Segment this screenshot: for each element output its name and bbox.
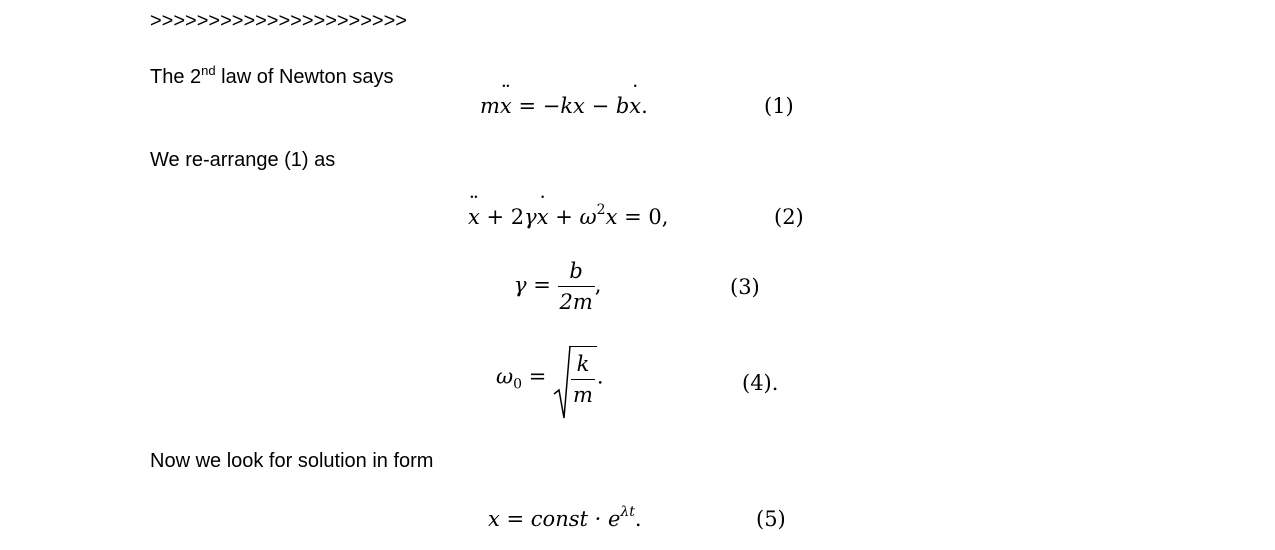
equation-4 — [496, 346, 604, 410]
rearrange-sentence: We re-arrange (1) as — [150, 149, 336, 171]
equation-2 — [468, 202, 669, 229]
eq1-equals: = − — [511, 94, 561, 118]
eq2-x: x — [605, 205, 618, 229]
eq5-exponent: λt — [620, 504, 635, 520]
eq4-numerator: k — [571, 349, 595, 380]
eq3-equals: = — [526, 273, 558, 297]
intro-text-before: The 2 — [150, 66, 202, 88]
intro-sentence — [150, 63, 394, 89]
eq2-square: 2 — [596, 202, 606, 218]
eq1-b: b — [615, 94, 630, 118]
intro-text-after: law of Newton says — [215, 66, 394, 88]
eq4-subscript: 0 — [513, 376, 523, 393]
eq4-omega: ω — [496, 364, 514, 389]
eq1-x-dot: x ˙ — [629, 94, 641, 118]
eq3-denominator: 2m — [559, 290, 593, 314]
eq4-end: . — [596, 364, 604, 389]
eq3-fraction — [558, 256, 595, 317]
eq3-gamma: γ — [514, 273, 527, 297]
eq2-rest: = 0, — [617, 205, 669, 229]
eq2-omega: ω — [579, 205, 597, 229]
eq1-x-ddot: x ¨ — [500, 94, 512, 118]
eq2-plus-2: + 2 — [479, 205, 525, 229]
sqrt-icon — [553, 342, 571, 422]
equation-5 — [488, 504, 642, 531]
eq4-denominator: m — [573, 383, 593, 407]
equation-2-number: (2) — [774, 205, 804, 229]
eq1-m: m — [480, 94, 500, 118]
eq2-plus: + — [548, 205, 580, 229]
equation-1-number: (1) — [764, 94, 794, 118]
eq2-gamma: γ — [524, 205, 537, 229]
equation-3-number: (3) — [730, 275, 760, 299]
solution-sentence: Now we look for solution in form — [150, 450, 434, 472]
eq4-equals: = — [522, 364, 553, 389]
eq1-end: . — [641, 94, 648, 118]
eq3-end: , — [594, 273, 602, 297]
eq5-end: . — [634, 507, 642, 531]
eq1-kx: kx — [560, 94, 585, 118]
eq4-sqrt — [553, 346, 597, 410]
eq2-x-ddot: x ¨ — [468, 205, 480, 229]
eq2-x-dot: x ˙ — [537, 205, 549, 229]
eq5-lhs: x = const · e — [488, 507, 621, 531]
equation-4-number: (4). — [742, 371, 779, 395]
intro-ordinal: nd — [201, 63, 216, 78]
eq4-fraction — [571, 349, 595, 410]
eq3-numerator: b — [558, 256, 595, 287]
divider-line: >>>>>>>>>>>>>>>>>>>>>> — [150, 10, 407, 32]
equation-1 — [480, 94, 648, 118]
eq1-minus: − — [584, 94, 616, 118]
equation-3 — [514, 256, 601, 317]
equation-5-number: (5) — [756, 507, 786, 531]
